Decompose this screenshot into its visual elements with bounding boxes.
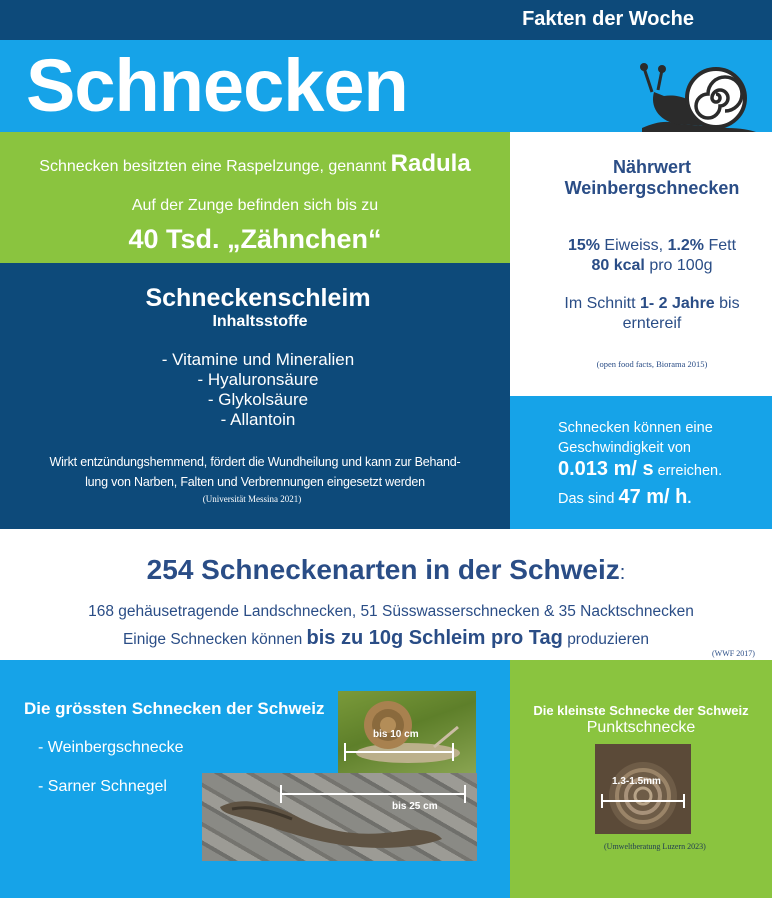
radula-highlight: 40 Tsd. „Zähnchen“ xyxy=(128,224,382,254)
arten-line1: 168 gehäusetragende Landschnecken, 51 Süsswasserschnecken & 35 Nacktschnecken xyxy=(88,603,694,620)
list-item: - Hyaluronsäure xyxy=(197,370,319,389)
photo-scale-label: bis 25 cm xyxy=(392,801,438,812)
photo-scale-label: bis 10 cm xyxy=(373,729,419,740)
speed-value-mh: Das sind 47 m/ h. xyxy=(558,486,692,508)
list-item: - Vitamine und Mineralien xyxy=(161,350,355,369)
speed-text: Schnecken können eine Geschwindigkeit von xyxy=(558,420,713,456)
page-title: Schnecken xyxy=(26,44,408,127)
weinbergschnecke-photo xyxy=(338,691,476,775)
schleim-description: Wirkt entzündungshemmend, fördert die Wundheilung und kann zur Behand- lung von Narben, Falten und Verbrennungen eingesetzt werden xyxy=(49,455,461,489)
list-item: - Sarner Schnegel xyxy=(38,778,167,795)
schleim-title: Schneckenschleim xyxy=(145,284,371,312)
arten-source: (WWF 2017) xyxy=(712,649,755,658)
schleim-list xyxy=(0,350,516,430)
weekly-facts-label: Fakten der Woche xyxy=(522,8,694,30)
speed-value-ms: 0.013 m/ s erreichen. xyxy=(558,458,723,480)
naehrwert-title: Nährwert Weinbergschnecken xyxy=(564,157,740,198)
arten-line2: Einige Schnecken können bis zu 10g Schleim pro Tag produzieren xyxy=(122,627,650,649)
schleim-source: (Universität Messina 2021) xyxy=(202,494,302,504)
punktschnecke-photo xyxy=(595,744,691,834)
arten-title: 254 Schneckenarten in der Schweiz: xyxy=(146,554,626,585)
naehrwert-age: Im Schnitt 1- 2 Jahre bis erntereif xyxy=(564,295,740,332)
groesste-title: Die grössten Schnecken der Schweiz xyxy=(24,699,325,718)
sarner-schnegel-photo xyxy=(202,773,477,861)
naehrwert-source: (open food facts, Biorama 2015) xyxy=(596,359,708,369)
photo-scale-label: 1.3-1.5mm xyxy=(612,776,661,787)
radula-intro: Schnecken besitzten eine Raspelzunge, genannt Radula xyxy=(39,150,471,177)
naehrwert-values: 15% Eiweiss, 1.2% Fett 80 kcal pro 100g xyxy=(567,237,737,274)
kleinste-title: Die kleinste Schnecke der Schweiz xyxy=(533,703,749,718)
list-item: - Weinbergschnecke xyxy=(38,739,184,756)
radula-line2: Auf der Zunge befinden sich bis zu xyxy=(131,197,379,214)
kleinste-source: (Umweltberatung Luzern 2023) xyxy=(604,842,706,851)
snail-icon xyxy=(636,62,758,134)
list-item: - Allantoin xyxy=(220,410,296,429)
schleim-subtitle: Inhaltsstoffe xyxy=(212,313,308,330)
kleinste-name: Punktschnecke xyxy=(586,719,696,736)
list-item: - Glykolsäure xyxy=(207,390,309,409)
